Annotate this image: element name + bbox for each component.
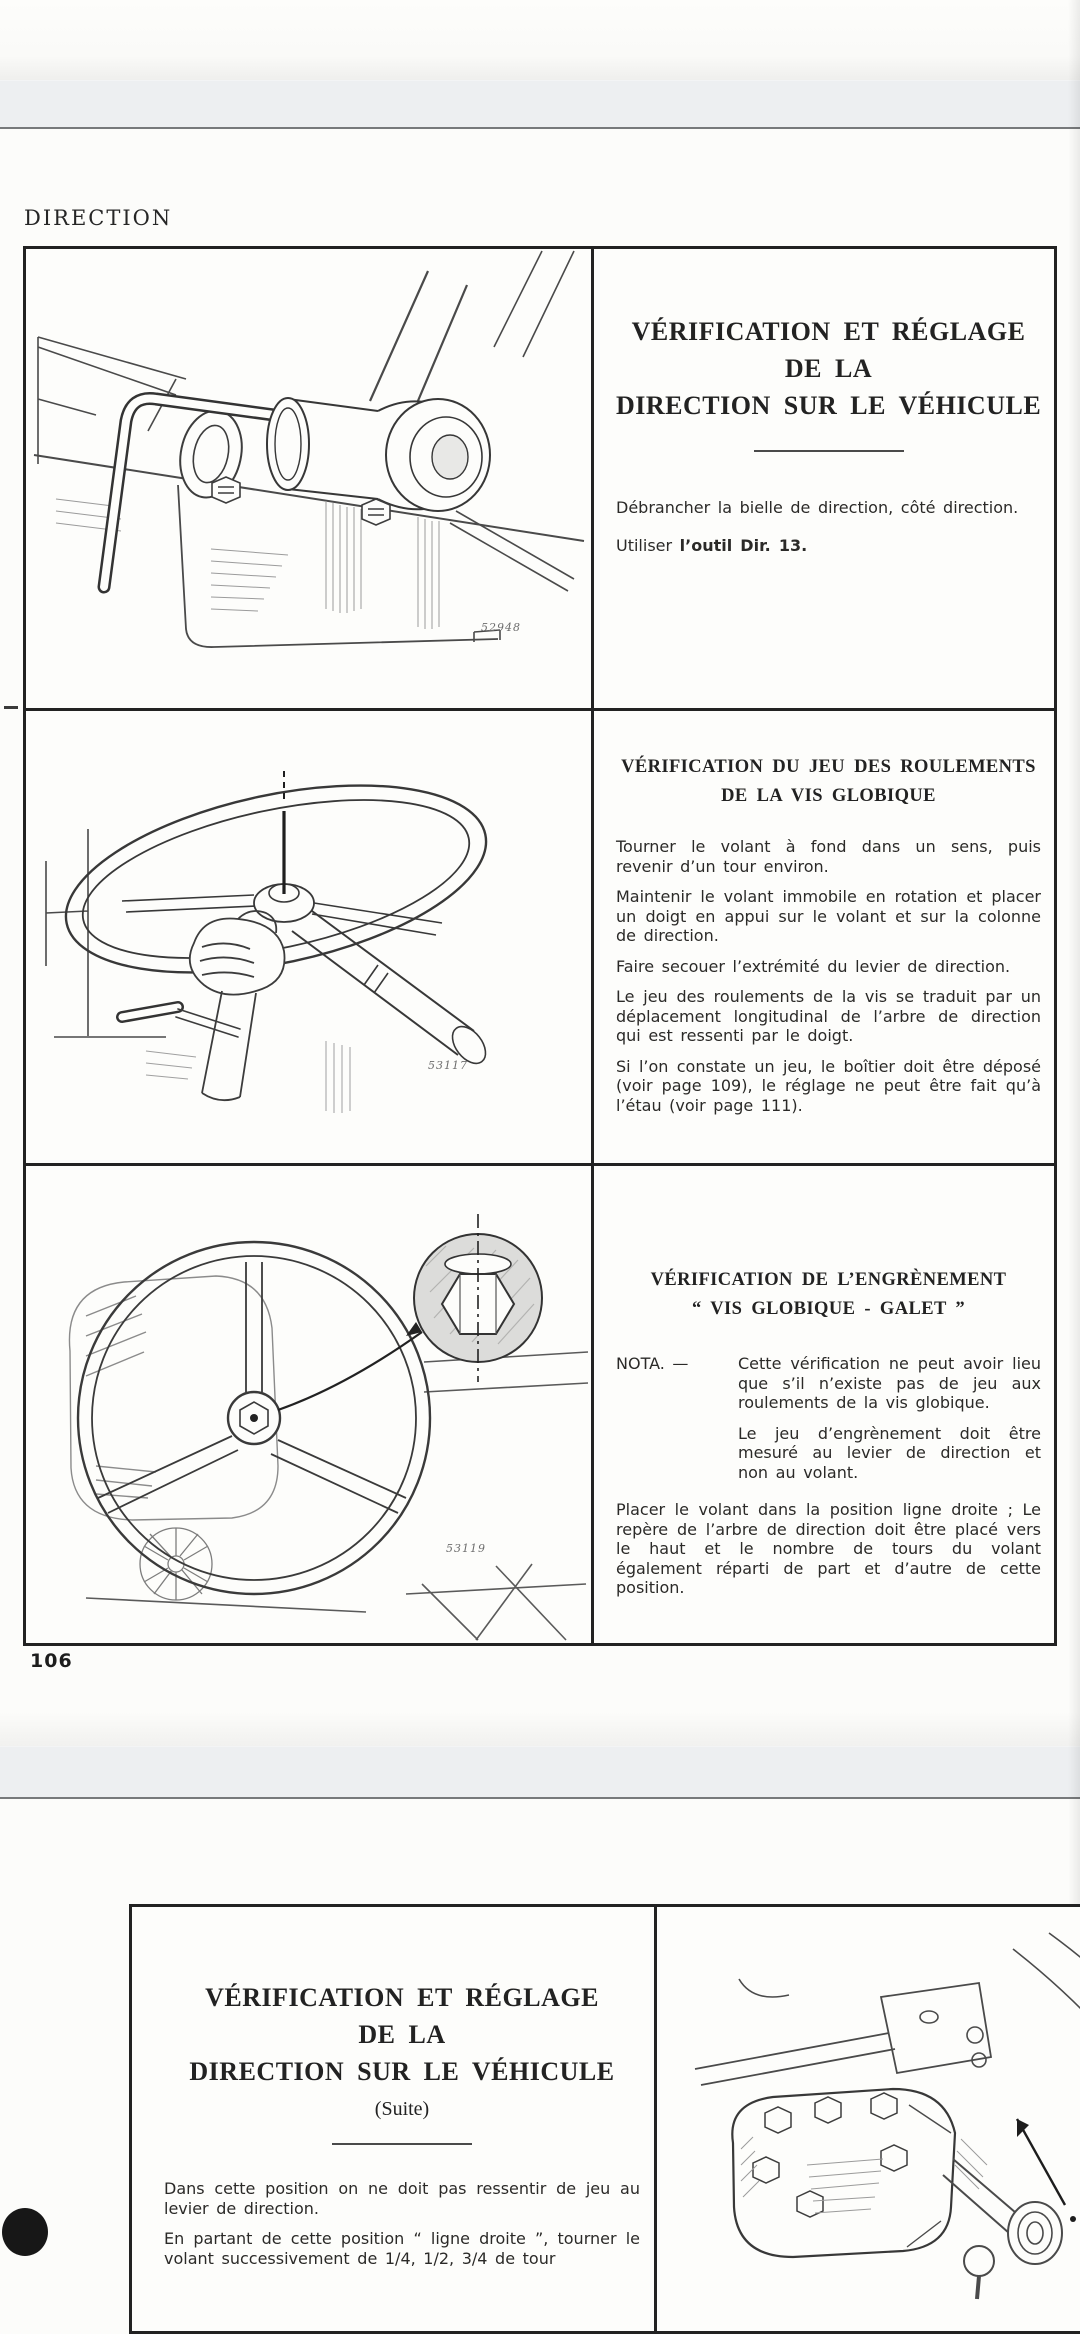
nota-label: NOTA. — xyxy=(616,1354,689,1373)
figure-gearbox-cell xyxy=(657,1907,1080,2331)
paragraph: En partant de cette position “ ligne droite ”, tourner le volant successivement de 1/4, 1/2, 3/4 de tour xyxy=(164,2229,640,2268)
figure-number: 52948 xyxy=(481,621,521,634)
steering-gearbox-illustration xyxy=(657,1907,1080,2331)
paragraph: Maintenir le volant immobile en rotation et placer un doigt en appui sur le volant et sur la colonne de direction. xyxy=(616,887,1041,945)
page2-content-box xyxy=(129,1904,1080,2334)
paragraph: Cette vérification ne peut avoir lieu que s’il n’existe pas de jeu aux roulements de la vis globique. xyxy=(738,1354,1041,1412)
paragraph: Placer le volant dans la position ligne droite ; Le repère de l’arbre de direction doit être placé vers le haut et le nombre de tours du volant également réparti de part et d’autre de cette position. xyxy=(616,1500,1041,1597)
page2-title: VÉRIFICATION ET RÉGLAGE DE LA DIRECTION SUR LE VÉHICULE xyxy=(189,1983,615,2086)
paragraph: Débrancher la bielle de direction, côté direction. xyxy=(616,498,1019,517)
paragraph: Le jeu d’engrènement doit être mesuré au levier de direction et non au volant. xyxy=(738,1423,1041,1482)
section1-text-cell xyxy=(594,249,1057,708)
section2-text-cell xyxy=(594,711,1057,1163)
nota-block xyxy=(616,1354,1041,1482)
section3-text-cell xyxy=(594,1166,1057,1643)
title-rule xyxy=(754,450,904,452)
figure-number: 53119 xyxy=(446,1542,486,1555)
figure-hub-inset-cell xyxy=(26,1166,591,1643)
page1-bottom-shadow xyxy=(0,1712,1080,1746)
draglink-tool-illustration xyxy=(26,249,591,708)
section2-title: VÉRIFICATION DU JEU DES ROULEMENTS DE LA VIS GLOBIQUE xyxy=(621,757,1036,806)
page-gap-band-middle xyxy=(0,1746,1080,1799)
paragraph: Faire secouer l’extrémité du levier de direction. xyxy=(616,956,1011,976)
margin-tick xyxy=(4,706,18,709)
figure-draglink-cell xyxy=(26,249,591,708)
page-number: 106 xyxy=(30,1650,73,1672)
section3-title: VÉRIFICATION DE L’ENGRÈNEMENT “ VIS GLOBIQUE - GALET ” xyxy=(650,1270,1007,1319)
paragraph: Si l’on constate un jeu, le boîtier doit être déposé (voir page 109), le réglage ne peut être fait qu’à l’étau (voir page 111). xyxy=(616,1056,1041,1115)
previous-page-edge xyxy=(0,0,1080,80)
wheel-hand-illustration xyxy=(26,711,591,1163)
section1-title: VÉRIFICATION ET RÉGLAGE DE LA DIRECTION SUR LE VÉHICULE xyxy=(616,317,1042,420)
paragraph: Utiliser l’outil Dir. 13. xyxy=(616,535,808,555)
paragraph: Le jeu des roulements de la vis se traduit par un déplacement longitudinal de l’arbre de direction qui est ressenti par le doigt. xyxy=(616,987,1041,1045)
page2-text-cell xyxy=(132,1907,654,2331)
paragraph: Tourner le volant à fond dans un sens, puis revenir d’un tour environ. xyxy=(616,837,1041,876)
binder-punch-hole xyxy=(2,2208,48,2256)
figure-wheel-hand-cell xyxy=(26,711,591,1163)
hub-nut-illustration xyxy=(26,1166,591,1643)
paragraph: Dans cette position on ne doit pas ressentir de jeu au levier de direction. xyxy=(164,2179,640,2218)
title-rule xyxy=(332,2143,472,2145)
page-gap-band-top xyxy=(0,80,1080,129)
page1-content-box xyxy=(23,246,1057,1646)
figure-number: 53117 xyxy=(428,1059,468,1072)
chapter-label: DIRECTION xyxy=(24,206,173,230)
page2-subtitle: (Suite) xyxy=(374,2098,430,2120)
